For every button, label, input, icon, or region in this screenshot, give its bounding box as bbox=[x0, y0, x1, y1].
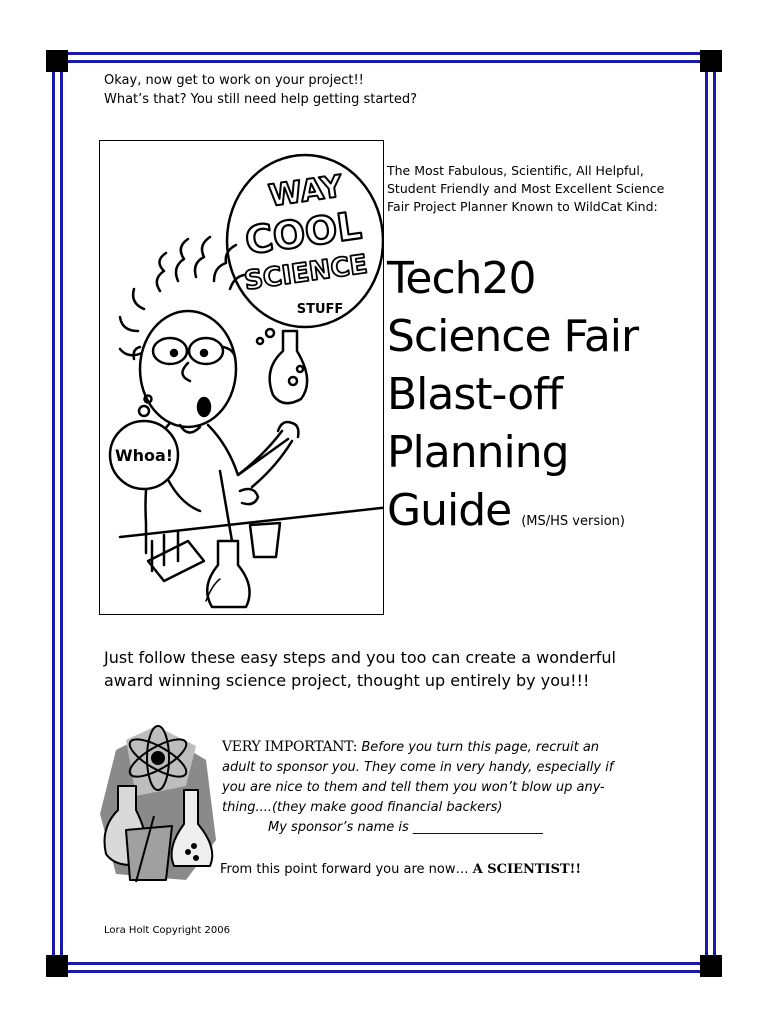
scientist-statement-emphasis: A SCIENTIST!! bbox=[472, 862, 582, 877]
important-lead: VERY IMPORTANT: bbox=[222, 739, 358, 755]
eye-right bbox=[201, 350, 207, 356]
follow-line-1: Just follow these easy steps and you too can create a wonderful bbox=[104, 648, 616, 667]
scientist-statement-text: From this point forward you are now… bbox=[220, 862, 469, 877]
scientist-statement bbox=[220, 862, 581, 877]
test-tube-rack bbox=[148, 531, 204, 581]
bubble-text-science: SCIENCE bbox=[242, 249, 370, 297]
frame-bottom-outer bbox=[56, 970, 712, 973]
important-note bbox=[222, 737, 682, 818]
bubble-text-way: WAY bbox=[266, 169, 345, 215]
important-line-1 bbox=[222, 737, 682, 758]
clipart-bubble bbox=[194, 856, 198, 860]
subtitle bbox=[387, 162, 707, 216]
follow-steps-text bbox=[104, 646, 684, 692]
hand bbox=[278, 422, 298, 437]
frame-corner-top-left bbox=[46, 50, 68, 72]
subtitle-line-2: Student Friendly and Most Excellent Science bbox=[387, 181, 665, 196]
frame-top-outer bbox=[56, 52, 712, 55]
frame-bottom-inner bbox=[56, 962, 712, 965]
version-label: (MS/HS version) bbox=[521, 514, 625, 529]
lab-clipart bbox=[96, 720, 220, 890]
title-line-3: Blast-off bbox=[387, 369, 563, 420]
important-text-4: thing....(they make good financial backers) bbox=[222, 800, 503, 815]
left-hand bbox=[240, 489, 258, 504]
bubble-text-cool: COOL bbox=[242, 203, 365, 264]
mouth bbox=[198, 398, 210, 416]
beaker bbox=[250, 523, 280, 557]
scientist-illustration bbox=[99, 140, 384, 615]
title-word-guide: Guide bbox=[387, 485, 512, 536]
eye-left bbox=[171, 350, 177, 356]
frame-left-inner bbox=[60, 56, 63, 970]
title-line-1: Tech20 bbox=[387, 253, 536, 304]
head bbox=[140, 311, 236, 427]
subtitle-line-1: The Most Fabulous, Scientific, All Helpful, bbox=[387, 163, 644, 178]
table-flask bbox=[207, 541, 249, 607]
important-text-1: Before you turn this page, recruit an bbox=[361, 740, 600, 755]
bubble-tail-dot bbox=[257, 338, 263, 344]
goggle-left bbox=[153, 338, 187, 364]
atom-nucleus bbox=[152, 752, 164, 764]
title-line-5 bbox=[387, 482, 707, 551]
follow-line-2: award winning science project, thought up entirely by you!!! bbox=[104, 671, 590, 690]
frame-corner-top-right bbox=[700, 50, 722, 72]
title-line-2: Science Fair bbox=[387, 311, 639, 362]
frame-corner-bottom-right bbox=[700, 955, 722, 977]
intro-line-2: What’s that? You still need help getting started? bbox=[104, 92, 417, 107]
document-title bbox=[387, 250, 707, 551]
whoa-text: Whoa! bbox=[114, 446, 174, 465]
frame-left-outer bbox=[52, 56, 55, 970]
clipart-bubble bbox=[186, 850, 190, 854]
intro-text bbox=[104, 71, 417, 109]
sponsor-name-line: My sponsor’s name is ____________________ bbox=[268, 820, 543, 835]
important-text-2: adult to sponsor you. They come in very handy, especially if bbox=[222, 760, 614, 775]
intro-line-1: Okay, now get to work on your project!! bbox=[104, 73, 364, 88]
frame-corner-bottom-left bbox=[46, 955, 68, 977]
bubble-text-stuff: STUFF bbox=[296, 302, 344, 317]
whoa-tail-dot bbox=[139, 406, 149, 416]
bubble-tail-dot bbox=[266, 329, 274, 337]
frame-top-inner bbox=[56, 60, 712, 63]
raised-arm bbox=[238, 431, 292, 487]
important-text-3: you are nice to them and tell them you won’t blow up any- bbox=[222, 780, 605, 795]
clipart-bubble bbox=[192, 844, 196, 848]
title-line-4: Planning bbox=[387, 427, 569, 478]
copyright-notice: Lora Holt Copyright 2006 bbox=[104, 925, 230, 936]
subtitle-line-3: Fair Project Planner Known to WildCat Kind: bbox=[387, 199, 658, 214]
frame-right-outer bbox=[713, 56, 716, 970]
